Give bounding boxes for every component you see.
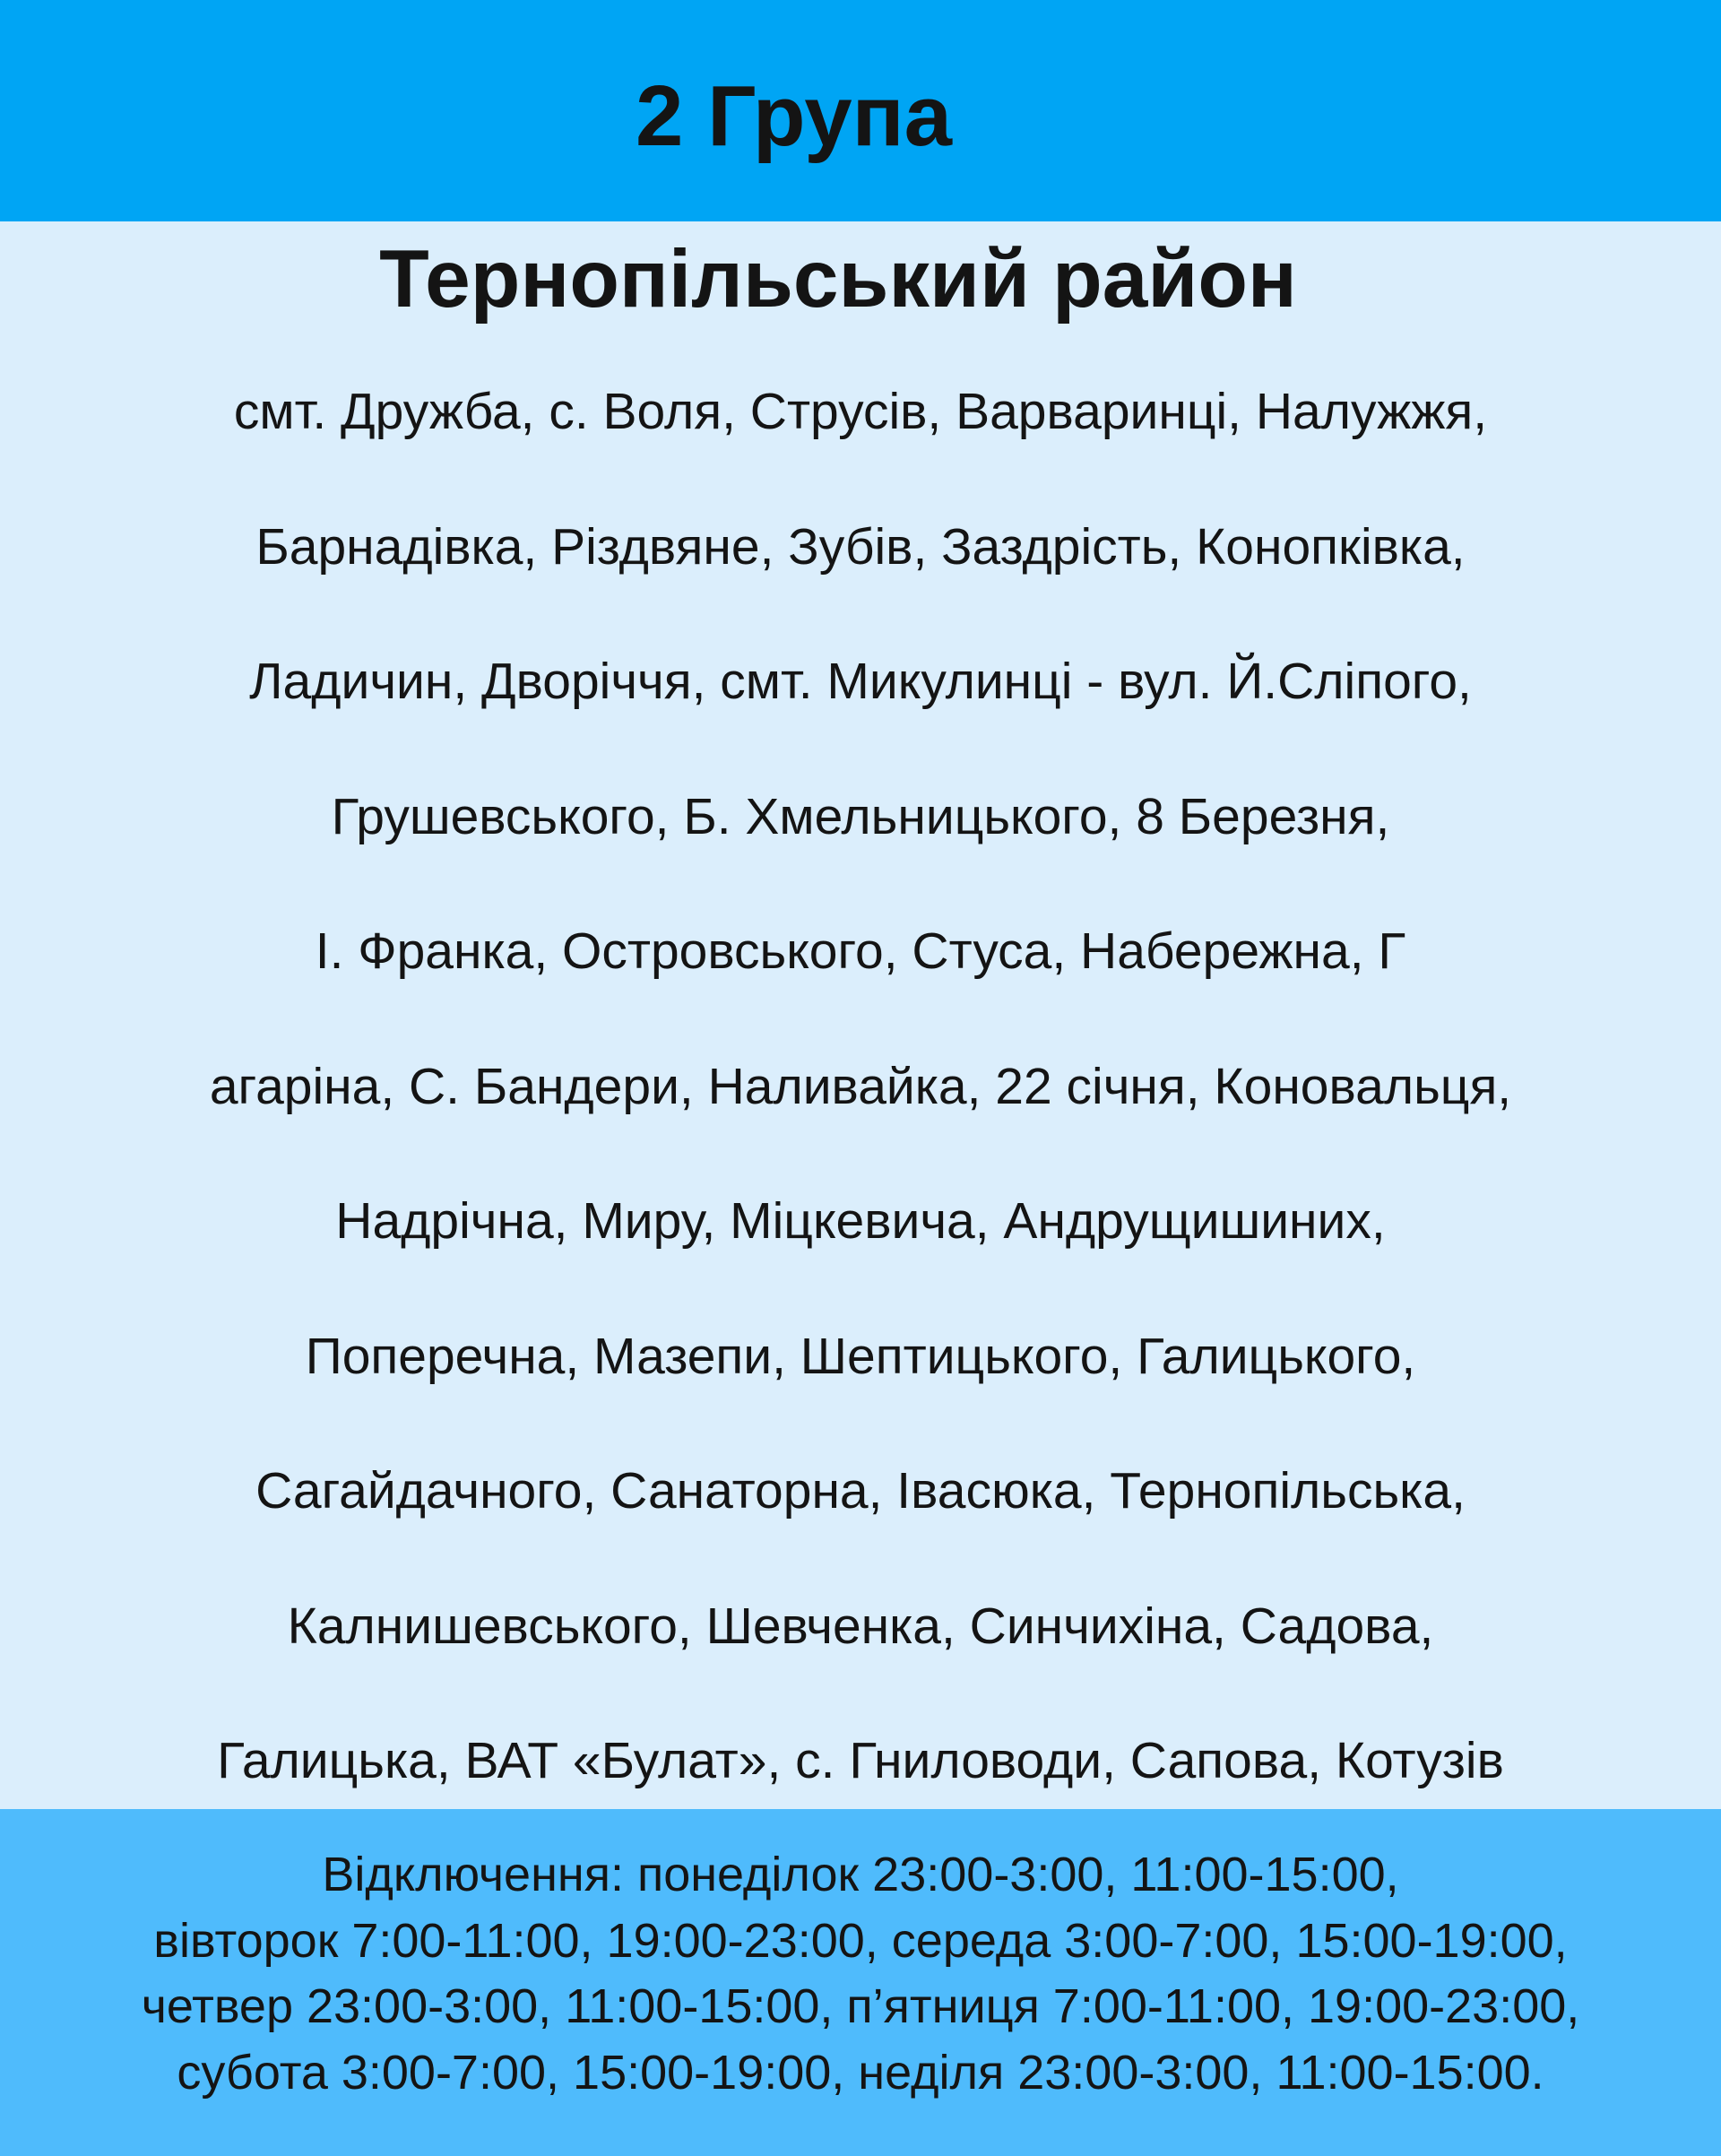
outage-schedule (0, 1842, 1721, 2106)
district-title: Тернопільський район (379, 234, 1297, 325)
places-line: Сагайдачного, Санаторна, Івасюка, Тернопільська, (255, 1462, 1466, 1520)
schedule-line: четвер 23:00-3:00, 11:00-15:00, п’ятниця 7:00-11:00, 19:00-23:00, (141, 1979, 1580, 2033)
places-list (0, 359, 1721, 1843)
places-line: Надрічна, Миру, Міцкевича, Андрущишиних, (335, 1192, 1386, 1250)
places-line: І. Франка, Островського, Стуса, Набережна, Г (315, 922, 1406, 980)
places-line: агаріна, С. Бандери, Наливайка, 22 січня, Коновальця, (209, 1057, 1512, 1115)
places-line: Поперечна, Мазепи, Шептицького, Галицького, (305, 1327, 1416, 1385)
places-line: смт. Дружба, с. Воля, Струсів, Варваринці, Налужжя, (233, 383, 1488, 440)
schedule-line: субота 3:00-7:00, 15:00-19:00, неділя 23:00-3:00, 11:00-15:00. (177, 2045, 1544, 2100)
schedule-line: Відключення: понеділок 23:00-3:00, 11:00-15:00, (322, 1848, 1399, 1901)
schedule-line: вівторок 7:00-11:00, 19:00-23:00, середа 3:00-7:00, 15:00-19:00, (153, 1913, 1568, 1968)
places-line: Грушевського, Б. Хмельницького, 8 Березня, (331, 787, 1390, 845)
places-line: Калнишевського, Шевченка, Синчихіна, Садова, (287, 1597, 1434, 1655)
places-line: Галицька, ВАТ «Булат», с. Гниловоди, Сапова, Котузів (217, 1732, 1504, 1789)
group-title: 2 Група (636, 68, 952, 164)
places-line: Ладичин, Дворіччя, смт. Микулинці - вул. Й.Сліпого, (249, 653, 1472, 710)
places-line: Барнадівка, Різдвяне, Зубів, Заздрість, Конопківка, (255, 517, 1466, 576)
